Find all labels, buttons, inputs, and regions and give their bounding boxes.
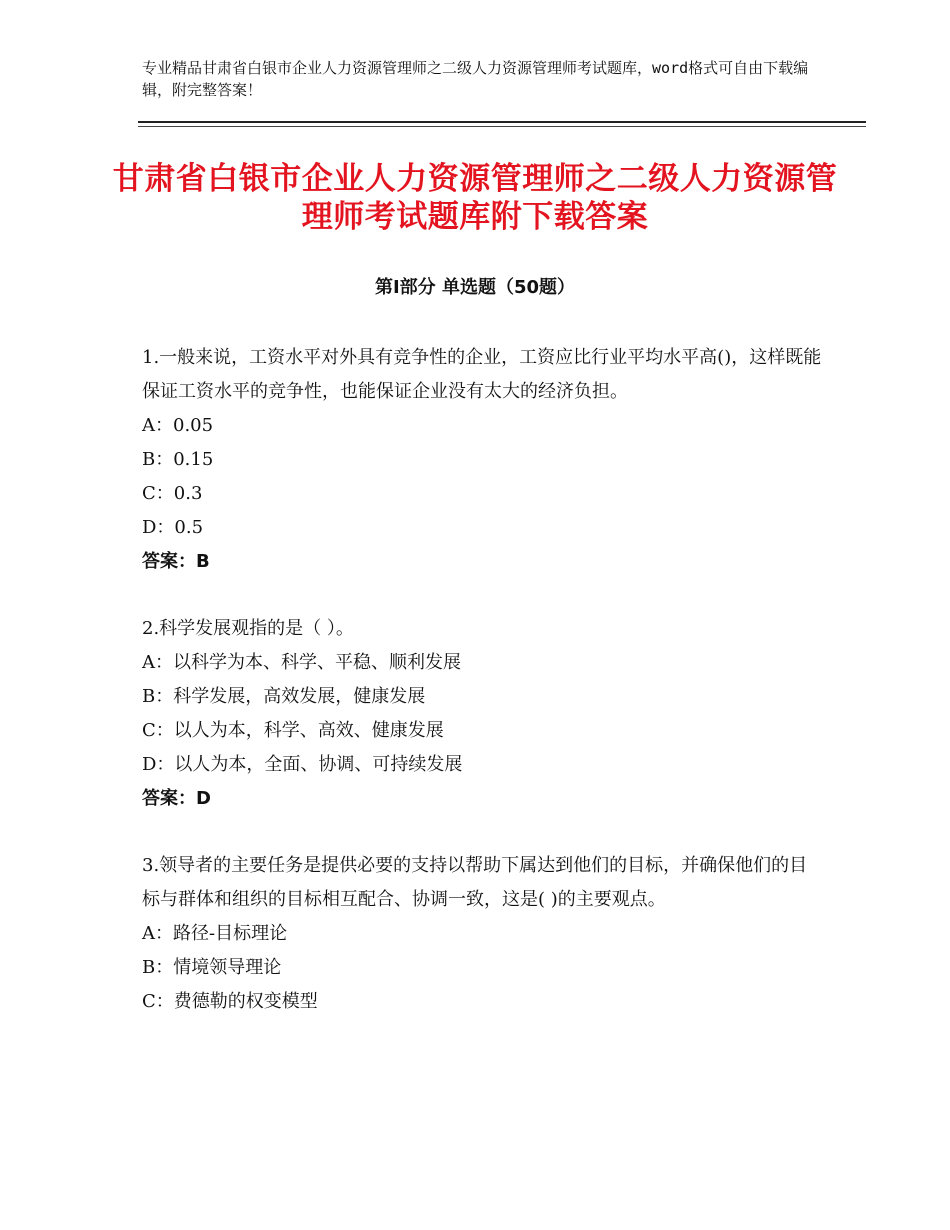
question-1 bbox=[142, 341, 822, 579]
option-b: B：0.15 bbox=[142, 449, 214, 470]
question-3 bbox=[142, 849, 822, 1019]
option-b: B：情境领导理论 bbox=[142, 957, 282, 978]
option-c: C：费德勒的权变模型 bbox=[142, 991, 318, 1012]
option-d: D：以人为本，全面、协调、可持续发展 bbox=[142, 754, 463, 775]
question-text: 3.领导者的主要任务是提供必要的支持以帮助下属达到他们的目标，并确保他们的目标与群体和组织的目标相互配合、协调一致，这是( )的主要观点。 bbox=[142, 855, 808, 910]
question-list bbox=[142, 341, 822, 1052]
section-title: 第Ⅰ部分 单选题（50题） bbox=[374, 277, 575, 298]
option-c: C：0.3 bbox=[142, 483, 203, 504]
answer: 答案：D bbox=[142, 788, 211, 809]
header-rule-thick bbox=[138, 121, 866, 123]
answer: 答案：B bbox=[142, 551, 210, 572]
question-2 bbox=[142, 612, 822, 816]
option-b: B：科学发展，高效发展，健康发展 bbox=[142, 686, 426, 707]
option-c: C：以人为本，科学、高效、健康发展 bbox=[142, 720, 444, 741]
question-text: 1.一般来说，工资水平对外具有竞争性的企业，工资应比行业平均水平高()，这样既能保证工资水平的竞争性，也能保证企业没有太大的经济负担。 bbox=[142, 347, 822, 402]
option-a: A：路径-目标理论 bbox=[142, 923, 288, 944]
option-a: A：0.05 bbox=[142, 415, 214, 436]
header-note: 专业精品甘肃省白银市企业人力资源管理师之二级人力资源管理师考试题库，word格式可自由下载编辑，附完整答案！ bbox=[142, 59, 809, 99]
header-rule-thin bbox=[138, 126, 866, 127]
document-title: 甘肃省白银市企业人力资源管理师之二级人力资源管理师考试题库附下载答案 bbox=[112, 161, 838, 235]
option-a: A：以科学为本、科学、平稳、顺利发展 bbox=[142, 652, 461, 673]
question-text: 2.科学发展观指的是（ ）。 bbox=[142, 618, 354, 639]
option-d: D：0.5 bbox=[142, 517, 204, 538]
